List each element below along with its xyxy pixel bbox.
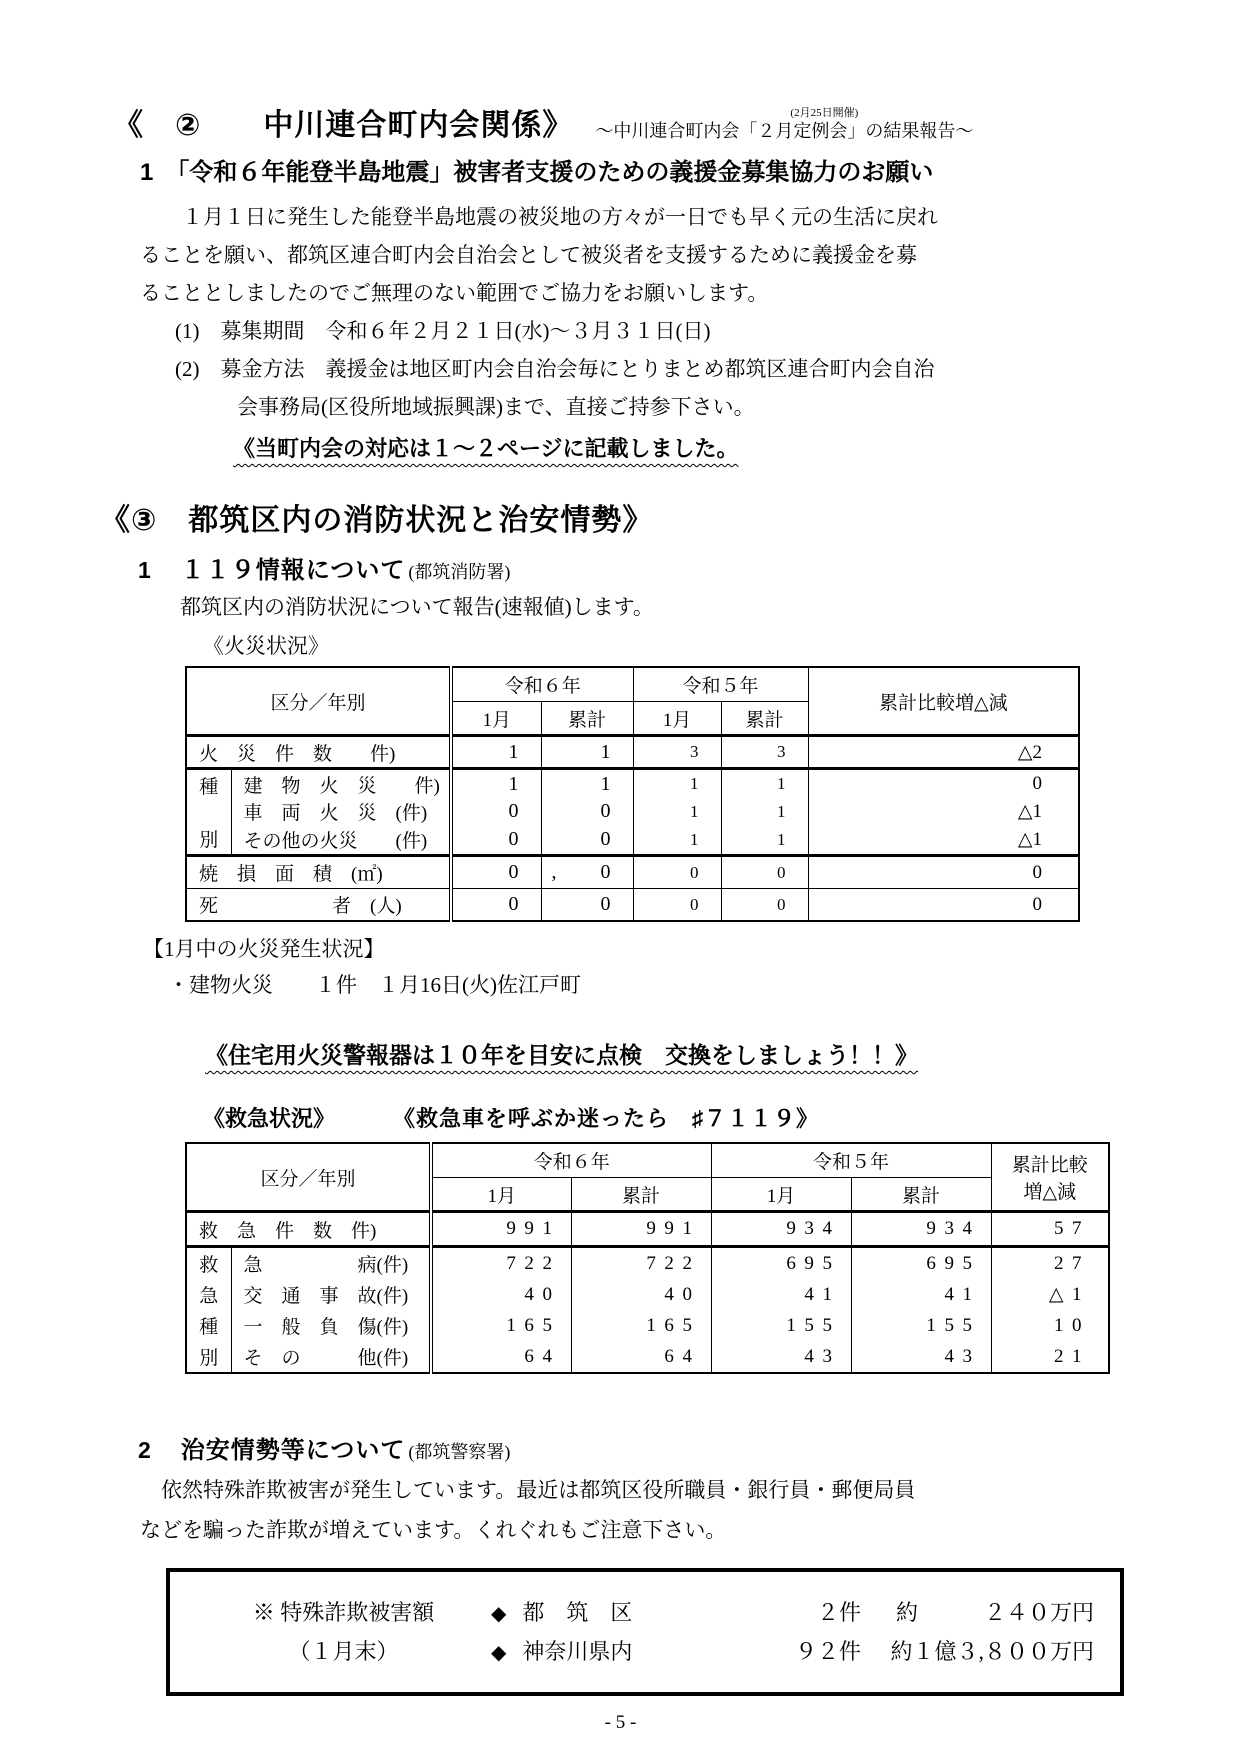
cell: 1 (633, 798, 721, 826)
cell: 0 (808, 889, 1079, 922)
cell: 21 (991, 1341, 1109, 1373)
subheader-jan: 1月 (633, 702, 721, 736)
cell: 0 (808, 856, 1079, 889)
cell: 695 (711, 1247, 851, 1280)
cell: 40 (431, 1279, 571, 1310)
row-label: 火 災 件 数 件) (186, 736, 451, 769)
subheader-jan: 1月 (451, 702, 541, 736)
table-corner-header: 区分／年別 (186, 667, 451, 736)
table-row-traffic-accident (186, 1279, 1109, 1310)
cell: 165 (431, 1310, 571, 1341)
paragraph-line: ることとしましたのでご無理のない範囲でご協力をお願いします。 (140, 281, 769, 305)
row-label: 交 通 事 故(件) (231, 1279, 431, 1310)
comparison-header-line1: 累計比較 (1011, 1155, 1088, 1176)
row-label: 死 者 (人) (186, 889, 451, 922)
cell-value: 0 (600, 861, 611, 883)
cell: 1 (633, 769, 721, 799)
table-row-vehicle-fire (186, 798, 1079, 826)
cell: 64 (431, 1341, 571, 1373)
page-number: - 5 - (604, 1712, 637, 1733)
cell: 165 (571, 1310, 711, 1341)
cell: 0 (808, 769, 1079, 799)
row-label: そ の 他(件) (231, 1341, 431, 1373)
subsection2-heading (138, 1430, 1241, 1462)
response-note: 《当町内会の対応は１～２ページに記載しました。 (233, 436, 739, 461)
fraud-row-region (491, 1635, 736, 1666)
cell: 43 (711, 1341, 851, 1373)
cell: 0 (633, 856, 721, 889)
year-r6-header: 令和６年 (451, 667, 633, 702)
list-item-1: (1) 募集期間 令和６年２月２１日(水)～３月３１日(日) (175, 319, 711, 343)
cell: 40 (571, 1279, 711, 1310)
row-label: 一 般 負 傷(件) (231, 1310, 431, 1341)
table-row-other (186, 1341, 1109, 1373)
list-item-2: (2) 募金方法 義援金は地区町内会自治会毎にとりまとめ都筑区連合町内会自治 (175, 357, 935, 381)
cell: 0 (541, 889, 633, 922)
subheader-total: 累計 (851, 1178, 991, 1212)
cell: 57 (991, 1212, 1109, 1247)
cell (541, 856, 633, 889)
fraud-case-count: ２件 (816, 1600, 861, 1625)
diamond-bullet-icon: ◆ (491, 1603, 507, 1625)
table-row-other-fire (186, 826, 1079, 856)
row-label: 急 病(件) (231, 1247, 431, 1280)
row-label: その他の火災 (件) (231, 826, 451, 856)
subheader-total: 累計 (571, 1178, 711, 1212)
comparison-header (991, 1143, 1109, 1212)
security-paragraph (140, 1470, 1150, 1550)
subsection2-org: (都筑警察署) (408, 1442, 511, 1462)
group-char: 救 (186, 1247, 231, 1280)
table-row-general-injury (186, 1310, 1109, 1341)
cell: 41 (851, 1279, 991, 1310)
fraud-amount: 約 ２４０万円 (895, 1600, 1094, 1625)
cell: 0 (451, 856, 541, 889)
subsection1-org: (都筑消防署) (408, 562, 511, 582)
cell: 0 (451, 889, 541, 922)
fraud-amount: 約１億３,８００万円 (890, 1639, 1094, 1664)
section1-heading: 1 「令和６年能登半島地震」被害者支援のための義援金募集協力のお願い (140, 159, 934, 186)
table-row-burned-area (186, 856, 1079, 889)
fraud-row-region (491, 1596, 736, 1627)
emergency-title-row (203, 1102, 1241, 1136)
fire-status-title: 《火災状況》 (203, 634, 329, 658)
header (113, 0, 1241, 144)
cell: 0 (721, 856, 808, 889)
cell: 0 (541, 826, 633, 856)
cell: 991 (571, 1212, 711, 1247)
cell: 0 (541, 798, 633, 826)
emergency-7119-callout: 《救急車を呼ぶか迷ったら ♯７１１９》 (393, 1106, 820, 1131)
table-row-emergency-count (186, 1212, 1109, 1247)
cell: 10 (991, 1310, 1109, 1341)
paragraph-line: 依然特殊詐欺被害が発生しています。最近は都筑区役所職員・銀行員・郵便局員 (161, 1478, 916, 1502)
year-r5-header: 令和５年 (633, 667, 808, 702)
cell: 41 (711, 1279, 851, 1310)
cell: 1 (541, 736, 633, 769)
section3-heading: 《③ 都筑区内の消防状況と治安情勢》 (100, 504, 654, 537)
group-char: 急 (186, 1279, 231, 1310)
comparison-header: 累計比較増△減 (808, 667, 1079, 736)
cell: 695 (851, 1247, 991, 1280)
cell: 1 (721, 826, 808, 856)
cell: 155 (711, 1310, 851, 1341)
table-row-fire-count (186, 736, 1079, 769)
cell: 0 (451, 826, 541, 856)
cell: △1 (808, 798, 1079, 826)
subsection1-title: １１９情報について (180, 557, 406, 584)
group-char: 別 (186, 1341, 231, 1373)
cell: 722 (571, 1247, 711, 1280)
subsection1-number: 1 (138, 557, 151, 583)
row-label: 救 急 件 数 件) (186, 1212, 431, 1247)
region-name: 都 筑 区 (522, 1600, 633, 1625)
fire-alarm-slogan: 《住宅用火災警報器は１０年を目安に点検 交換をしましょう！！》 (205, 1043, 918, 1068)
cell: △1 (991, 1279, 1109, 1310)
fraud-box-label: ※ 特殊詐欺被害額 (252, 1600, 435, 1625)
subtitle-block (595, 107, 973, 142)
subsection2-title: 治安情勢等について (180, 1437, 406, 1464)
cell: 3 (633, 736, 721, 769)
fire-report-lead: 都筑区内の消防状況について報告(速報値)します。 (180, 595, 654, 619)
cell: 1 (721, 798, 808, 826)
cell: 27 (991, 1247, 1109, 1280)
emergency-status-table (185, 1142, 1110, 1374)
table-row-building-fire (186, 769, 1079, 799)
subheader-total: 累計 (721, 702, 808, 736)
cell: 1 (721, 769, 808, 799)
row-label: 建 物 火 災 件) (231, 769, 451, 799)
subheader-jan: 1月 (711, 1178, 851, 1212)
cell: 3 (721, 736, 808, 769)
comparison-header-line2: 増△減 (1023, 1182, 1077, 1203)
cell: 0 (451, 798, 541, 826)
subtitle: ～中川連合町内会「２月定例会」の結果報告～ (595, 121, 974, 141)
group-char: 種 (199, 777, 219, 798)
group-char: 種 (186, 1310, 231, 1341)
cell: 0 (721, 889, 808, 922)
fraud-damage-box (166, 1568, 1124, 1696)
cell: 991 (431, 1212, 571, 1247)
emergency-status-title: 《救急状況》 (203, 1106, 336, 1131)
fraud-box-date: （１月末） (288, 1639, 399, 1664)
cell: 934 (711, 1212, 851, 1247)
paragraph-line: などを騙った詐欺が増えています。くれぐれもご注意下さい。 (140, 1518, 727, 1542)
cell: 43 (851, 1341, 991, 1373)
page-title: 《 ② 中川連合町内会関係》 (113, 109, 574, 142)
subsection1-heading (138, 550, 1241, 582)
cell: 155 (851, 1310, 991, 1341)
row-label: 車 両 火 災 (件) (231, 798, 451, 826)
cell: △2 (808, 736, 1079, 769)
diamond-bullet-icon: ◆ (491, 1642, 507, 1664)
cell: 0 (633, 889, 721, 922)
region-name: 神奈川県内 (522, 1639, 633, 1664)
fire-status-table (185, 666, 1080, 922)
cell: 1 (451, 736, 541, 769)
cell: 934 (851, 1212, 991, 1247)
list-item-2-continuation: 会事務局(区役所地域振興課)まで、直接ご持参下さい。 (237, 395, 755, 419)
year-r6-header: 令和６年 (431, 1143, 711, 1178)
cell: 722 (431, 1247, 571, 1280)
fraud-case-count: ９２件 (794, 1639, 861, 1664)
group-char: 別 (199, 830, 219, 851)
january-fire-note-title: 【1月中の火災発生状況】 (143, 937, 385, 961)
subsection2-number: 2 (138, 1437, 151, 1463)
table-row-sudden-illness (186, 1247, 1109, 1280)
cell: 64 (571, 1341, 711, 1373)
meeting-date-note: (2月25日開催) (790, 107, 859, 119)
table-row-deaths (186, 889, 1079, 922)
january-fire-note: ・建物火災 １件 １月16日(火)佐江戸町 (168, 973, 581, 997)
group-label-cell (186, 769, 231, 856)
section1-paragraph (140, 198, 1150, 312)
paragraph-line: １月１日に発生した能登半島地震の被災地の方々が一日でも早く元の生活に戻れ (182, 205, 938, 229)
cell: △1 (808, 826, 1079, 856)
table-corner-header: 区分／年別 (186, 1143, 431, 1212)
paragraph-line: ることを願い、都筑区連合町内会自治会として被災者を支援するために義援金を募 (140, 243, 917, 267)
cell: 1 (451, 769, 541, 799)
year-r5-header: 令和５年 (711, 1143, 991, 1178)
cell: 1 (541, 769, 633, 799)
subheader-jan: 1月 (431, 1178, 571, 1212)
row-label: 焼 損 面 積 (㎡) (186, 856, 451, 889)
comma: , (551, 861, 557, 883)
cell: 1 (633, 826, 721, 856)
subheader-total: 累計 (541, 702, 633, 736)
